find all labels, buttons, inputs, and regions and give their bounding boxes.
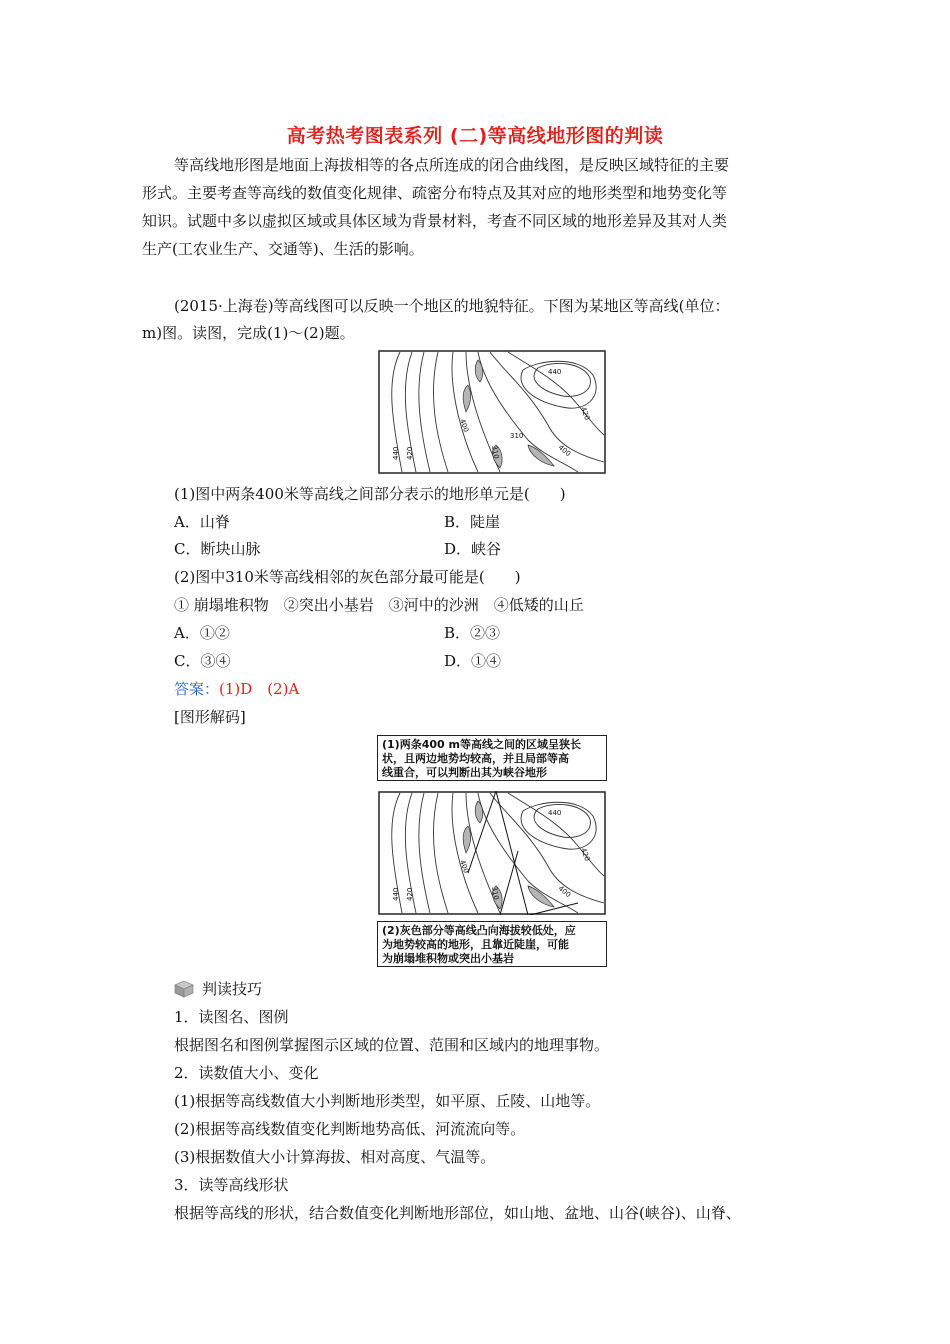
intro-line-2: 形式。主要考查等高线的数值变化规律、疏密分布特点及其对应的地形类型和地势变化等 — [142, 184, 728, 202]
map2-contour-label-400-left: 400 — [458, 858, 471, 875]
decode-note-2-line-2: 为地势较高的地形，且靠近陡崖，可能 — [382, 938, 569, 951]
contour-label-420: 420 — [579, 405, 592, 422]
q1-option-d: D．峡谷 — [444, 540, 502, 558]
contour-label-400-right: 400 — [556, 443, 573, 459]
contour-label-420-left: 420 — [406, 446, 414, 460]
decode-note-2-line-1: (2)灰色部分等高线凸向海拔较低处，应 — [382, 924, 576, 937]
tips-heading: 判读技巧 — [202, 980, 263, 998]
tips-line-7: 3．读等高线形状 — [174, 1176, 289, 1194]
question-stem-line-1: (2015·上海卷)等高线图可以反映一个地区的地貌特征。下图为某地区等高线(单位： — [174, 297, 730, 315]
intro-line-1: 等高线地形图是地面上海拔相等的各点所连成的闭合曲线图，是反映区域特征的主要 — [174, 156, 730, 174]
q1-option-c: C．断块山脉 — [174, 540, 261, 558]
contour-map — [378, 350, 606, 474]
q1-text: (1)图中两条400米等高线之间部分表示的地形单元是( ) — [174, 485, 566, 503]
tips-line-3: 2．读数值大小、变化 — [174, 1064, 319, 1082]
page-title: 高考热考图表系列 (二)等高线地形图的判读 — [286, 125, 664, 147]
cube-icon — [174, 980, 194, 998]
q2-items: ① 崩塌堆积物 ②突出小基岩 ③河中的沙洲 ④低矮的山丘 — [174, 596, 584, 614]
q2-option-d: D．①④ — [444, 652, 502, 670]
decode-heading: [图形解码] — [174, 708, 246, 726]
map2-contour-label-400-right: 400 — [556, 884, 573, 900]
contour-label-440: 440 — [548, 368, 562, 376]
q2-option-a: A．①② — [174, 624, 230, 642]
q2-text: (2)图中310米等高线相邻的灰色部分最可能是( ) — [174, 568, 521, 586]
answer-label: 答案： — [174, 680, 220, 698]
intro-line-3: 知识。试题中多以虚拟区域或具体区域为背景材料，考查不同区域的地形差异及其对人类 — [142, 212, 728, 230]
tips-line-4: (1)根据等高线数值大小判断地形类型，如平原、丘陵、山地等。 — [174, 1092, 601, 1110]
answer-value: (1)D (2)A — [219, 680, 300, 698]
decode-note-1-line-3: 线重合，可以判断出其为峡谷地形 — [382, 766, 547, 779]
q1-option-b: B．陡崖 — [444, 513, 501, 531]
answer-line — [174, 679, 299, 699]
decode-note-1 — [377, 735, 607, 781]
map2-contour-label-440-left: 440 — [392, 887, 400, 901]
map2-contour-label-310: 310 — [490, 885, 501, 901]
decode-note-1-line-2: 状，且两边地势均较高，并且局部等高 — [382, 752, 569, 765]
contour-label-310: 310 — [510, 432, 524, 440]
tips-line-1: 1．读图名、图例 — [174, 1008, 289, 1026]
q2-option-c: C．③④ — [174, 652, 231, 670]
contour-label-440-left: 440 — [392, 446, 400, 460]
intro-line-4: 生产(工农业生产、交通等)、生活的影响。 — [142, 240, 424, 258]
annotated-contour-map — [378, 791, 606, 915]
decode-note-2-line-3: 为崩塌堆积物或突出小基岩 — [382, 952, 514, 965]
map2-contour-label-420: 420 — [579, 846, 592, 863]
map2-contour-label-420-left: 420 — [406, 887, 414, 901]
decode-note-1-line-1: (1)两条400 m等高线之间的区域呈狭长 — [382, 738, 581, 751]
tips-line-2: 根据图名和图例掌握图示区域的位置、范围和区域内的地理事物。 — [174, 1036, 610, 1054]
contour-label-310-lower: 310 — [490, 444, 501, 460]
q1-option-a: A．山脊 — [174, 513, 230, 531]
tips-line-5: (2)根据等高线数值变化判断地势高低、河流流向等。 — [174, 1120, 526, 1138]
tips-line-8: 根据等高线的形状，结合数值变化判断地形部位，如山地、盆地、山谷(峡谷)、山脊、 — [174, 1204, 741, 1222]
q2-option-b: B．②③ — [444, 624, 501, 642]
tips-line-6: (3)根据数值大小计算海拔、相对高度、气温等。 — [174, 1148, 496, 1166]
contour-label-400-left: 400 — [458, 417, 471, 434]
question-stem-line-2: m)图。读图，完成(1)～(2)题。 — [142, 324, 355, 342]
decode-note-2 — [377, 921, 607, 967]
map2-contour-label-440: 440 — [548, 809, 562, 817]
